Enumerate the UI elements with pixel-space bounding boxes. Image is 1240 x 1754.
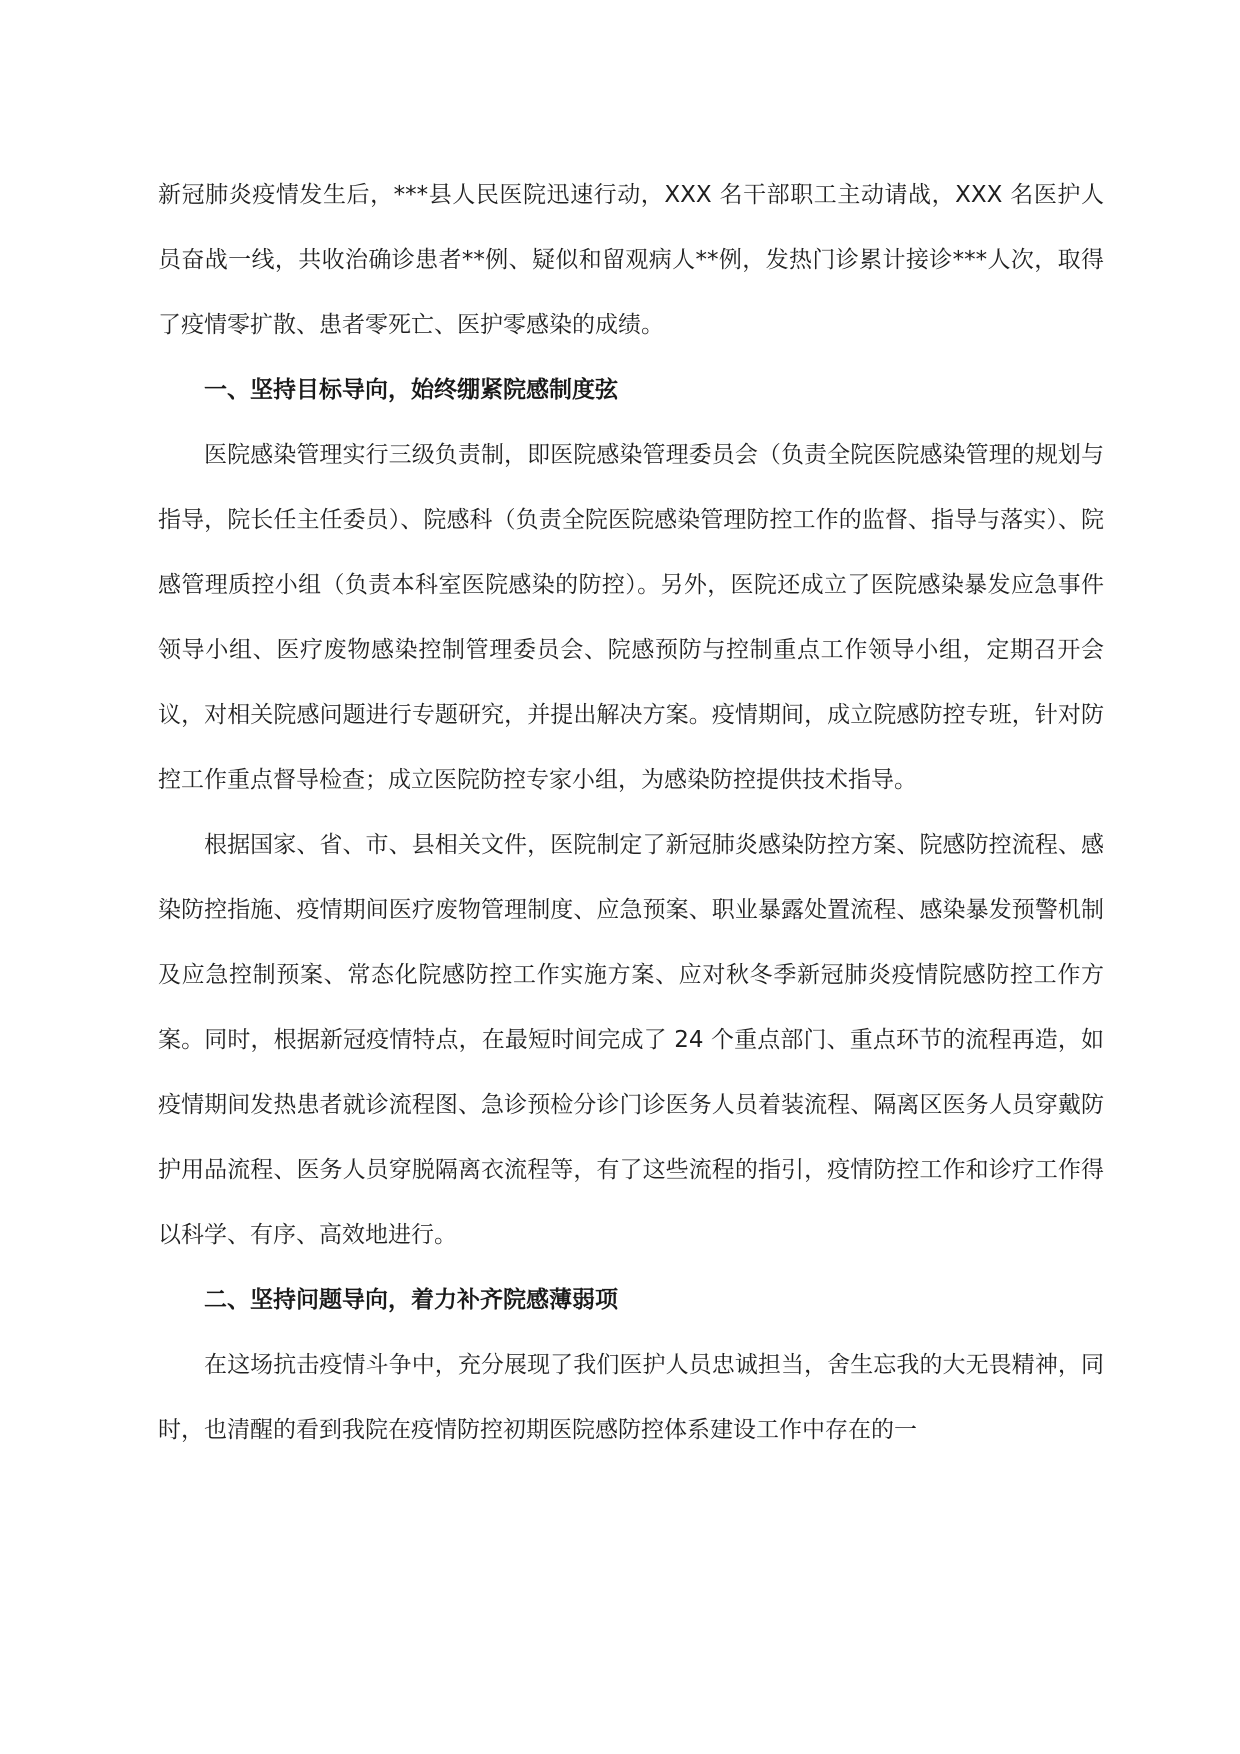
body-paragraph: 在这场抗击疫情斗争中，充分展现了我们医护人员忠诚担当，舍生忘我的大无畏精神，同时，也清醒的看到我院在疫情防控初期医院感防控体系建设工作中存在的一	[158, 1352, 1104, 1443]
document-body	[158, 163, 1104, 1463]
section-heading-2: 二、坚持问题导向，着力补齐院感薄弱项	[204, 1287, 618, 1313]
intro-paragraph: 新冠肺炎疫情发生后，***县人民医院迅速行动，XXX 名干部职工主动请战，XXX 名医护人员奋战一线，共收治确诊患者**例、疑似和留观病人**例，发热门诊累计接诊***人次，取得了疫情零扩散、患者零死亡、医护零感染的成绩。	[158, 182, 1104, 338]
body-paragraph: 根据国家、省、市、县相关文件，医院制定了新冠肺炎感染防控方案、院感防控流程、感染防控指施、疫情期间医疗废物管理制度、应急预案、职业暴露处置流程、感染暴发预警机制及应急控制预案、常态化院感防控工作实施方案、应对秋冬季新冠肺炎疫情院感防控工作方案。同时，根据新冠疫情特点，在最短时间完成了 24 个重点部门、重点环节的流程再造，如疫情期间发热患者就诊流程图、急诊预检分诊门诊医务人员着装流程、隔离区医务人员穿戴防护用品流程、医务人员穿脱隔离衣流程等，有了这些流程的指引，疫情防控工作和诊疗工作得以科学、有序、高效地进行。	[158, 832, 1104, 1248]
section-heading-1: 一、坚持目标导向，始终绷紧院感制度弦	[204, 377, 618, 403]
body-paragraph: 医院感染管理实行三级负责制，即医院感染管理委员会（负责全院医院感染管理的规划与指导，院长任主任委员）、院感科（负责全院医院感染管理防控工作的监督、指导与落实）、院感管理质控小组（负责本科室医院感染的防控）。另外，医院还成立了医院感染暴发应急事件领导小组、医疗废物感染控制管理委员会、院感预防与控制重点工作领导小组，定期召开会议，对相关院感问题进行专题研究，并提出解决方案。疫情期间，成立院感防控专班，针对防控工作重点督导检查；成立医院防控专家小组，为感染防控提供技术指导。	[158, 442, 1104, 793]
